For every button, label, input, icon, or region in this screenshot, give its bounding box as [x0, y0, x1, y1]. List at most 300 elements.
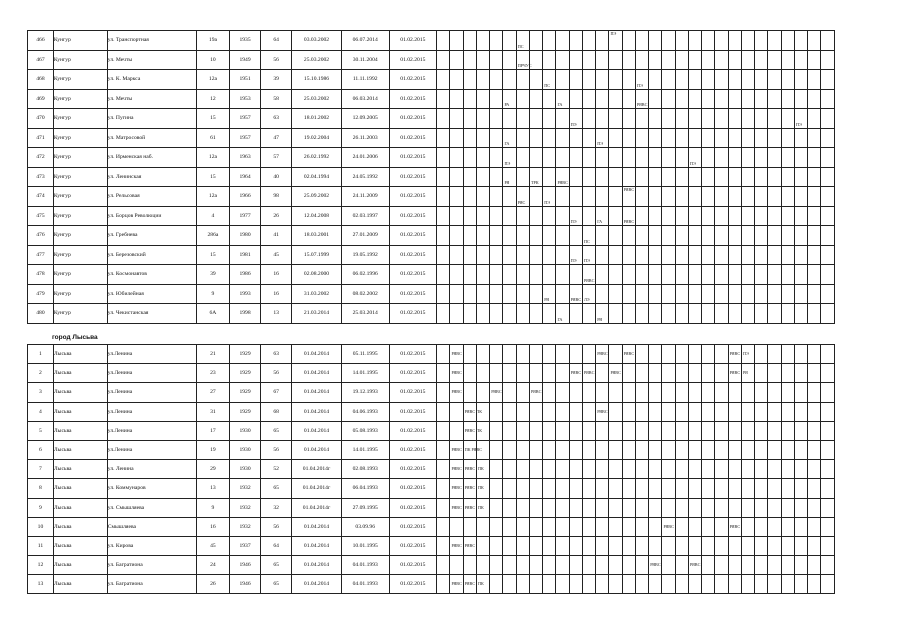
mark-cell [516, 304, 529, 324]
mark-cell [582, 402, 595, 421]
mark-cell [516, 226, 529, 246]
mark-cell [476, 187, 489, 207]
build-year: 1946 [230, 556, 261, 575]
row-number: 4 [28, 402, 54, 421]
plan-date: 01.02.2015 [389, 245, 437, 265]
mark-cell [609, 128, 622, 148]
mark-cell [437, 364, 450, 383]
mark-cell [503, 383, 516, 402]
row-number: 479 [28, 284, 54, 304]
mark-cell [556, 575, 569, 594]
mark-cell [728, 345, 741, 364]
mark-cell [728, 226, 741, 246]
mark-cell [543, 148, 556, 168]
table-row [28, 479, 835, 498]
mark-cell [569, 402, 582, 421]
mark-cell [755, 575, 768, 594]
mark-cell [490, 364, 503, 383]
mark-cell [529, 226, 542, 246]
mark-cell [675, 517, 688, 536]
city-name: Лысьва [53, 383, 107, 402]
table-row [28, 345, 835, 364]
plan-date: 01.02.2015 [389, 402, 437, 421]
work-code: РЯВС [623, 351, 635, 357]
row-number: 11 [28, 536, 54, 555]
city-name: Лысьва [53, 498, 107, 517]
city-name: Кунгур [53, 50, 107, 70]
work-code: РЯ [504, 180, 510, 185]
mark-cell [543, 517, 556, 536]
mark-cell [728, 556, 741, 575]
mark-cell [794, 498, 807, 517]
mark-cell [437, 226, 450, 246]
house-number: 15 [196, 167, 229, 187]
mark-cell [529, 556, 542, 575]
mark-cell [490, 556, 503, 575]
work-code: ПЭ [636, 82, 643, 88]
row-number: 474 [28, 187, 54, 207]
mark-cell [808, 575, 821, 594]
mark-cell [463, 575, 476, 594]
mark-cell [516, 536, 529, 555]
mark-cell [808, 383, 821, 402]
mark-cell [675, 345, 688, 364]
mark-cell [675, 421, 688, 440]
work-code: РЯВС [623, 219, 635, 224]
mark-cell [755, 206, 768, 226]
mark-cell [622, 402, 635, 421]
mark-cell [808, 50, 821, 70]
plan-date: 01.02.2015 [389, 128, 437, 148]
street-address: ул. Кирова [107, 536, 196, 555]
last-repair-date: 24.01.2006 [341, 148, 389, 168]
mark-cell [622, 148, 635, 168]
city-name: Лысьва [53, 517, 107, 536]
mark-cell [450, 556, 463, 575]
mark-cell [582, 226, 595, 246]
mark-cell [741, 226, 754, 246]
section-title: город Лысьва [52, 334, 98, 341]
mark-cell [808, 536, 821, 555]
mark-cell [821, 421, 835, 440]
mark-cell [490, 167, 503, 187]
mark-cell [596, 167, 609, 187]
mark-cell [622, 265, 635, 285]
wear-percent: 26 [261, 206, 292, 226]
plan-date: 01.02.2015 [389, 421, 437, 440]
mark-cell [715, 206, 728, 226]
work-code: ПЭ [570, 258, 577, 263]
work-code: ТРК [530, 180, 539, 185]
mark-cell [781, 206, 794, 226]
mark-cell [675, 304, 688, 324]
mark-cell [490, 50, 503, 70]
mark-cell [808, 304, 821, 324]
mark-cell [609, 167, 622, 187]
mark-cell [662, 498, 675, 517]
mark-cell [675, 50, 688, 70]
work-code: РЯВС [491, 389, 502, 395]
house-number: 21 [196, 345, 229, 364]
mark-cell [609, 383, 622, 402]
mark-cell [728, 167, 741, 187]
mark-cell [503, 345, 516, 364]
mark-cell [662, 245, 675, 265]
mark-cell [503, 575, 516, 594]
house-number: 6А [196, 304, 229, 324]
mark-cell [569, 206, 582, 226]
mark-cell [596, 556, 609, 575]
table-row [28, 556, 835, 575]
last-repair-date: 10.01.1995 [341, 536, 389, 555]
mark-cell [662, 187, 675, 207]
street-address: ул. Багратиона [107, 575, 196, 594]
work-code: ПЭ [570, 219, 577, 224]
city-name: Кунгур [53, 226, 107, 246]
mark-cell [596, 517, 609, 536]
row-number: 13 [28, 575, 54, 594]
mark-cell [702, 345, 715, 364]
mark-cell [755, 556, 768, 575]
mark-cell [808, 245, 821, 265]
mark-cell [556, 556, 569, 575]
mark-cell [821, 226, 835, 246]
mark-cell [688, 575, 701, 594]
mark-cell [662, 226, 675, 246]
mark-cell [463, 383, 476, 402]
mark-cell [794, 70, 807, 90]
mark-cell [450, 128, 463, 148]
mark-cell [741, 31, 754, 51]
mark-cell [808, 167, 821, 187]
house-number: 9 [196, 284, 229, 304]
mark-cell [596, 109, 609, 129]
mark-cell [490, 226, 503, 246]
mark-cell [649, 498, 662, 517]
street-address: ул.Ленина [107, 345, 196, 364]
row-number: 8 [28, 479, 54, 498]
last-repair-date: 05.11.1995 [341, 345, 389, 364]
mark-cell [569, 148, 582, 168]
mark-cell [715, 383, 728, 402]
mark-cell [450, 364, 463, 383]
mark-cell [450, 304, 463, 324]
mark-cell [516, 265, 529, 285]
work-code: ПРЧУС [517, 63, 532, 68]
mark-cell [529, 109, 542, 129]
mark-cell [529, 575, 542, 594]
mark-cell [582, 31, 595, 51]
mark-cell [516, 128, 529, 148]
build-year: 1980 [230, 226, 261, 246]
plan-date: 01.02.2015 [389, 109, 437, 129]
mark-cell [490, 575, 503, 594]
mark-cell [543, 187, 556, 207]
mark-cell [450, 575, 463, 594]
work-code: РЯВС [451, 447, 462, 453]
mark-cell [503, 284, 516, 304]
table-row [28, 167, 835, 187]
build-year: 1929 [230, 345, 261, 364]
mark-cell [569, 498, 582, 517]
mark-cell [556, 89, 569, 109]
mark-cell [596, 31, 609, 51]
table-row [28, 109, 835, 129]
mark-cell [569, 265, 582, 285]
inspection-date: 01.04.2014 [292, 575, 342, 594]
mark-cell [463, 167, 476, 187]
inspection-date: 26.02.1992 [292, 148, 342, 168]
city-name: Лысьва [53, 460, 107, 479]
work-code: РЯВС [451, 485, 462, 491]
work-code: ПК [477, 485, 484, 491]
inspection-date: 31.03.2002 [292, 284, 342, 304]
mark-cell [569, 556, 582, 575]
mark-cell [649, 50, 662, 70]
mark-cell [808, 402, 821, 421]
mark-cell [516, 460, 529, 479]
table-row [28, 517, 835, 536]
last-repair-date: 12.09.2005 [341, 109, 389, 129]
wear-percent: 39 [261, 70, 292, 90]
inspection-date: 01.04.2014 [292, 364, 342, 383]
mark-cell [529, 70, 542, 90]
house-number: 19 [196, 440, 229, 459]
city-name: Лысьва [53, 556, 107, 575]
plan-date: 01.02.2015 [389, 364, 437, 383]
mark-cell [476, 364, 489, 383]
mark-cell [675, 364, 688, 383]
mark-cell [715, 345, 728, 364]
last-repair-date: 27.01.2009 [341, 226, 389, 246]
mark-cell [503, 460, 516, 479]
mark-cell [781, 304, 794, 324]
mark-cell [556, 536, 569, 555]
plan-date: 01.02.2015 [389, 498, 437, 517]
mark-cell [503, 148, 516, 168]
mark-cell [543, 536, 556, 555]
table-row [28, 284, 835, 304]
mark-cell [569, 245, 582, 265]
mark-cell [529, 50, 542, 70]
mark-cell [741, 128, 754, 148]
mark-cell [556, 284, 569, 304]
mark-cell [635, 70, 648, 90]
mark-cell [702, 440, 715, 459]
mark-cell [543, 245, 556, 265]
mark-cell [781, 383, 794, 402]
mark-cell [450, 70, 463, 90]
mark-cell [755, 89, 768, 109]
mark-cell [622, 345, 635, 364]
mark-cell [688, 70, 701, 90]
mark-cell [768, 109, 781, 129]
mark-cell [556, 479, 569, 498]
mark-cell [821, 265, 835, 285]
mark-cell [476, 245, 489, 265]
mark-cell [728, 402, 741, 421]
mark-cell [755, 383, 768, 402]
mark-cell [688, 479, 701, 498]
mark-cell [582, 479, 595, 498]
mark-cell [741, 148, 754, 168]
mark-cell [768, 265, 781, 285]
mark-cell [768, 284, 781, 304]
mark-cell [529, 265, 542, 285]
house-number: 29 [196, 460, 229, 479]
house-number: 39 [196, 265, 229, 285]
mark-cell [649, 109, 662, 129]
mark-cell [516, 70, 529, 90]
mark-cell [702, 498, 715, 517]
plan-date: 01.02.2015 [389, 345, 437, 364]
mark-cell [821, 517, 835, 536]
work-code: РА [504, 102, 510, 107]
mark-cell [781, 167, 794, 187]
mark-cell [622, 128, 635, 148]
mark-cell [649, 128, 662, 148]
mark-cell [596, 460, 609, 479]
mark-cell [529, 479, 542, 498]
mark-cell [794, 460, 807, 479]
street-address: ул. Ирменская наб. [107, 148, 196, 168]
mark-cell [543, 265, 556, 285]
mark-cell [821, 284, 835, 304]
city-name: Кунгур [53, 167, 107, 187]
build-year: 1966 [230, 187, 261, 207]
work-code: ПЭ [795, 121, 802, 127]
street-address: ул. Мечты [107, 50, 196, 70]
house-number: 15 [196, 109, 229, 129]
street-address: ул. Мечты [107, 89, 196, 109]
mark-cell [715, 187, 728, 207]
mark-cell [556, 383, 569, 402]
work-code: РЯВС [451, 542, 462, 548]
mark-cell [675, 187, 688, 207]
inspection-date: 01.04.2014 [292, 536, 342, 555]
build-year: 1963 [230, 148, 261, 168]
mark-cell [569, 128, 582, 148]
mark-cell [755, 421, 768, 440]
mark-cell [476, 498, 489, 517]
mark-cell [649, 575, 662, 594]
mark-cell [556, 148, 569, 168]
mark-cell [609, 304, 622, 324]
mark-cell [675, 479, 688, 498]
mark-cell [635, 556, 648, 575]
mark-cell [715, 265, 728, 285]
row-number: 7 [28, 460, 54, 479]
mark-cell [662, 31, 675, 51]
table-row [28, 304, 835, 324]
mark-cell [702, 265, 715, 285]
mark-cell [529, 89, 542, 109]
mark-cell [529, 31, 542, 51]
mark-cell [808, 345, 821, 364]
mark-cell [728, 50, 741, 70]
mark-cell [675, 498, 688, 517]
mark-cell [609, 498, 622, 517]
mark-cell [543, 460, 556, 479]
mark-cell [596, 440, 609, 459]
street-address: ул. Смышляева [107, 498, 196, 517]
house-number: 16 [196, 517, 229, 536]
mark-cell [741, 460, 754, 479]
mark-cell [702, 383, 715, 402]
house-number: 61 [196, 128, 229, 148]
last-repair-date: 24.11.2009 [341, 187, 389, 207]
street-address: ул. Чекистанская [107, 304, 196, 324]
table-row [28, 421, 835, 440]
build-year: 1929 [230, 402, 261, 421]
mark-cell [596, 364, 609, 383]
mark-cell [741, 187, 754, 207]
mark-cell [649, 421, 662, 440]
mark-cell [662, 206, 675, 226]
mark-cell [503, 245, 516, 265]
mark-cell [596, 383, 609, 402]
mark-cell [794, 479, 807, 498]
mark-cell [808, 31, 821, 51]
mark-cell [503, 226, 516, 246]
mark-cell [635, 109, 648, 129]
wear-percent: 56 [261, 517, 292, 536]
mark-cell [450, 187, 463, 207]
mark-cell [516, 89, 529, 109]
mark-cell [463, 536, 476, 555]
mark-cell [476, 167, 489, 187]
inspection-date: 25.09.2002 [292, 187, 342, 207]
mark-cell [662, 265, 675, 285]
work-code: РЯВС [689, 562, 701, 568]
wear-percent: 41 [261, 226, 292, 246]
mark-cell [662, 345, 675, 364]
mark-cell [596, 70, 609, 90]
mark-cell [476, 517, 489, 536]
mark-cell [688, 109, 701, 129]
mark-cell [675, 31, 688, 51]
mark-cell [609, 148, 622, 168]
mark-cell [529, 206, 542, 226]
mark-cell [582, 364, 595, 383]
work-code: ПС [517, 43, 524, 49]
mark-cell [741, 345, 754, 364]
mark-cell [622, 89, 635, 109]
plan-date: 01.02.2015 [389, 440, 437, 459]
street-address: ул. Транспортная [107, 31, 196, 51]
mark-cell [702, 226, 715, 246]
mark-cell [635, 245, 648, 265]
mark-cell [582, 167, 595, 187]
last-repair-date: 19.12.1993 [341, 383, 389, 402]
mark-cell [755, 265, 768, 285]
mark-cell [437, 167, 450, 187]
mark-cell [596, 148, 609, 168]
mark-cell [755, 536, 768, 555]
mark-cell [569, 109, 582, 129]
last-repair-date: 24.05.1992 [341, 167, 389, 187]
mark-cell [596, 304, 609, 324]
city-name: Лысьва [53, 345, 107, 364]
mark-cell [741, 498, 754, 517]
street-address: ул. Борцов Революции [107, 206, 196, 226]
build-year: 1930 [230, 421, 261, 440]
mark-cell [702, 421, 715, 440]
wear-percent: 56 [261, 50, 292, 70]
mark-cell [702, 167, 715, 187]
mark-cell [675, 148, 688, 168]
build-year: 1977 [230, 206, 261, 226]
